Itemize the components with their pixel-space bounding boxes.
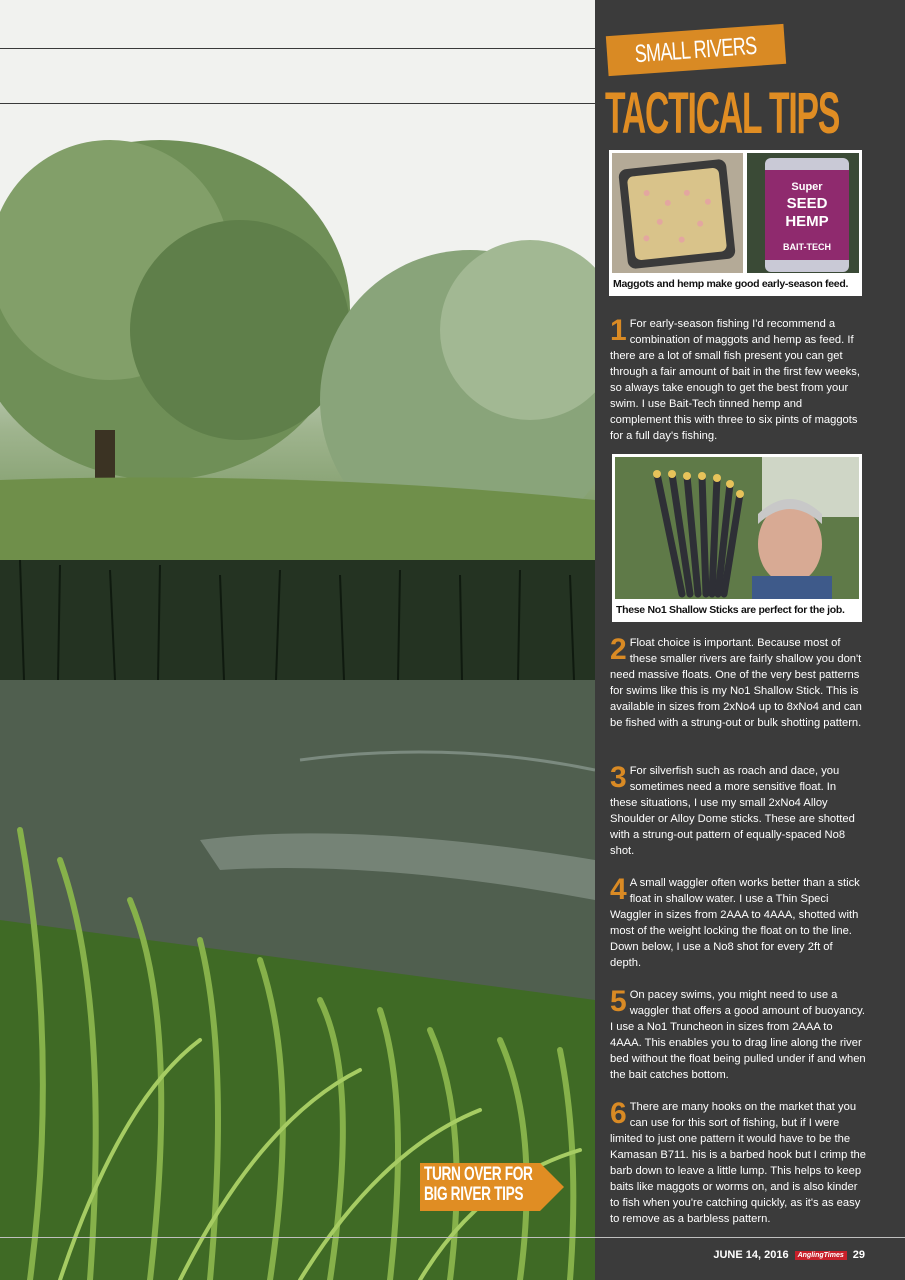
svg-text:SEED: SEED: [786, 195, 828, 212]
tip-1: [610, 316, 866, 444]
tip-number-1: 1: [610, 314, 627, 347]
page-number: 29: [852, 1249, 865, 1261]
tip-number-6: 6: [610, 1097, 627, 1130]
page-footer: [713, 1249, 865, 1261]
reed-bank: [0, 560, 595, 680]
tip-2: [610, 635, 866, 731]
tip-text-1: For early-season fishing I'd recommend a combination of maggots and hemp as feed. If there are a lot of small fish present you can get through a fair amount of bait in the first few weeks, so always take enough to get the best from your swim. I use Bait-Tech tinned hemp and complement this with three to six pints of maggots for a full day's fishing.: [610, 318, 860, 442]
bait-photo: [609, 150, 862, 276]
tip-number-2: 2: [610, 633, 627, 666]
tip-6: [610, 1099, 866, 1227]
svg-text:BAIT-TECH: BAIT-TECH: [783, 242, 831, 252]
tip-4: [610, 875, 866, 971]
issue-date: JUNE 14, 2016: [713, 1249, 789, 1261]
tip-3: [610, 763, 866, 859]
floats-figure: [612, 454, 862, 622]
arrow-icon: [540, 1163, 564, 1211]
svg-text:HEMP: HEMP: [785, 213, 829, 230]
floats-photo: [612, 454, 862, 602]
svg-text:Super: Super: [791, 181, 823, 193]
figure-caption-2: These No1 Shallow Sticks are perfect for the job.: [616, 604, 845, 616]
tip-5: [610, 987, 866, 1083]
turn-over-text[interactable]: [424, 1164, 533, 1205]
tip-text-3: For silverfish such as roach and dace, you sometimes need a more sensitive float. In these situations, I use my small 2xNo4 Alloy Shoulder or Alloy Dome sticks. These are shotted with a strung-out pattern of equally-spaced No8 shot.: [610, 765, 855, 857]
tip-text-5: On pacey swims, you might need to use a waggler that offers a good amount of buoyancy. I use a No1 Truncheon in sizes from 2AAA to 4AAA. This enables you to drag line along the river bed without the float being pulled under if and when the bait catches bottom.: [610, 989, 866, 1081]
turn-over-line-1: TURN OVER FOR: [424, 1164, 533, 1185]
section-tag: SMALL RIVERS: [606, 24, 786, 76]
bait-figure: [609, 150, 862, 296]
tip-number-5: 5: [610, 985, 627, 1018]
turn-over-line-2: BIG RIVER TIPS: [424, 1184, 524, 1205]
second-rule: [0, 103, 600, 104]
tips-column: [595, 0, 905, 1280]
tip-text-2: Float choice is important. Because most of these smaller rivers are fairly shallow you don't need massive floats. One of the very best patterns for swims like this is my No1 Shallow Stick. This is available in sizes from 2xNo4 up to 8xNo4 and can be fished with a strung-out or bulk shotting pattern.: [610, 637, 862, 729]
figure-caption-1: Maggots and hemp make good early-season feed.: [613, 278, 849, 290]
tip-text-4: A small waggler often works better than a stick float in shallow water. I use a Thin Speci Waggler in sizes from 2AAA to 4AAA, shotted with most of the weight locking the float on to the line. Down below, I use a No8 shot for every 2ft of depth.: [610, 877, 860, 969]
footer-rule: [0, 1237, 905, 1238]
headline: TACTICAL TIPS: [605, 81, 840, 146]
magazine-logo: AnglingTimes: [795, 1251, 847, 1260]
tip-text-6: There are many hooks on the market that you can use for this sort of fishing, but if I were limited to just one pattern it would have to be the Kamasan B711. his is a barbed hook but I crimp the barb down to leave a little lump. This helps to keep baits like maggots or worms on, and is also kinder to fish when you're catching quickly, as it's as easy to remove as a barbless pattern.: [610, 1101, 867, 1225]
tip-number-4: 4: [610, 873, 627, 906]
tip-number-3: 3: [610, 761, 627, 794]
